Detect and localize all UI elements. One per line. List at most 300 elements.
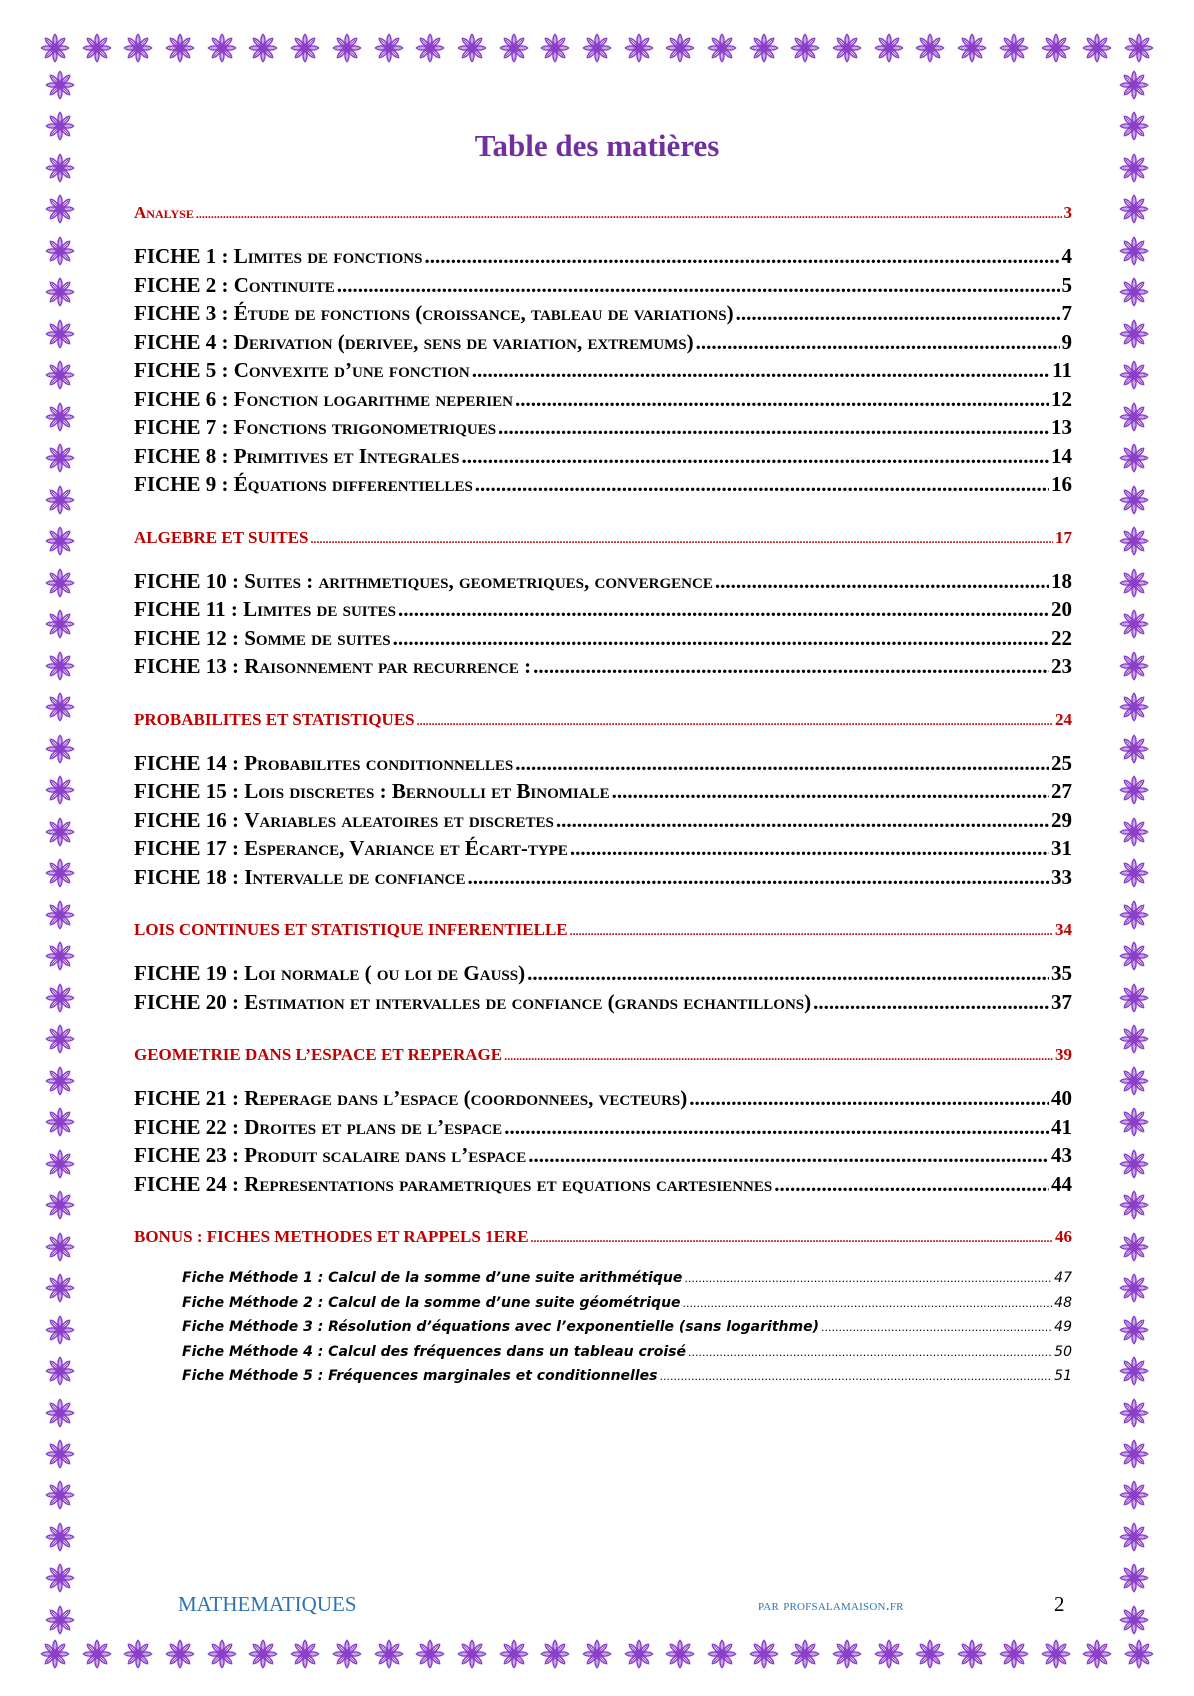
methode-page-number: 49 — [1054, 1319, 1072, 1336]
dot-leader — [461, 442, 1049, 471]
dot-leader — [196, 201, 1062, 227]
entry-title: Intervalle de confiance — [244, 864, 466, 889]
purple-flower-icon — [1119, 734, 1149, 764]
toc-entry[interactable] — [134, 595, 1072, 624]
toc-section-heading[interactable] — [134, 1042, 1072, 1068]
toc-section-heading[interactable] — [134, 1224, 1072, 1250]
entry-page-number: 4 — [1061, 244, 1072, 268]
entry-label — [134, 470, 473, 499]
purple-flower-icon — [1119, 1480, 1149, 1510]
toc-entry[interactable] — [134, 652, 1072, 681]
entry-label — [134, 242, 422, 271]
entry-label — [134, 959, 525, 988]
entry-page-number: 35 — [1051, 961, 1072, 985]
purple-flower-icon — [45, 526, 75, 556]
purple-flower-icon — [248, 1639, 278, 1669]
purple-flower-icon — [665, 33, 695, 63]
entry-label — [134, 988, 811, 1017]
border-left — [40, 70, 80, 1635]
purple-flower-icon — [457, 33, 487, 63]
purple-flower-icon — [1119, 70, 1149, 100]
purple-flower-icon — [499, 1639, 529, 1669]
purple-flower-icon — [832, 33, 862, 63]
entry-page-number: 37 — [1051, 989, 1072, 1014]
dot-leader — [498, 413, 1049, 442]
purple-flower-icon — [1119, 692, 1149, 722]
entry-page-number: 14 — [1051, 443, 1072, 468]
entry-label — [134, 385, 513, 414]
entry-label — [134, 652, 531, 681]
entry-page-number: 40 — [1051, 1086, 1072, 1110]
entry-page-number: 12 — [1051, 386, 1072, 411]
entry-page-number: 11 — [1052, 358, 1072, 382]
entry-page-number: 9 — [1061, 329, 1072, 354]
purple-flower-icon — [624, 1639, 654, 1669]
dot-leader — [337, 271, 1060, 300]
purple-flower-icon — [624, 33, 654, 63]
entry-label — [134, 1084, 687, 1113]
purple-flower-icon — [1119, 526, 1149, 556]
entry-number: FICHE 20 : — [134, 989, 245, 1014]
entry-label — [134, 299, 734, 328]
entry-title: Derivation (derivee, sens de variation, extremums) — [233, 329, 694, 354]
entry-page-number: 23 — [1051, 654, 1072, 678]
entry-number: FICHE 9 : — [134, 472, 234, 496]
toc-entry[interactable] — [134, 806, 1072, 835]
entry-title: Limites de suites — [243, 597, 396, 621]
purple-flower-icon — [1119, 941, 1149, 971]
purple-flower-icon — [415, 33, 445, 63]
entry-label — [134, 834, 568, 863]
purple-flower-icon — [45, 194, 75, 224]
entry-title: Loi normale ( ou loi de Gauss) — [244, 961, 526, 985]
dot-leader — [504, 1113, 1049, 1142]
entry-title: Étude de fonctions (croissance, tableau de variations) — [233, 301, 734, 325]
entry-label — [134, 595, 396, 624]
purple-flower-icon — [1119, 1605, 1149, 1635]
purple-flower-icon — [1119, 651, 1149, 681]
section-page-number: 24 — [1055, 709, 1072, 729]
entry-page-number: 20 — [1051, 597, 1072, 621]
purple-flower-icon — [457, 1639, 487, 1669]
purple-flower-icon — [45, 236, 75, 266]
toc-entry[interactable] — [134, 863, 1072, 892]
entry-label — [134, 271, 335, 300]
purple-flower-icon — [45, 817, 75, 847]
entry-label — [134, 567, 713, 596]
section-title: PROBABILITES ET STATISTIQUES — [134, 709, 415, 729]
dot-leader — [683, 1292, 1053, 1317]
dot-leader — [310, 526, 1053, 552]
entry-page-number: 41 — [1051, 1114, 1072, 1139]
section-page-number: 3 — [1063, 203, 1072, 222]
toc-entry[interactable] — [134, 413, 1072, 442]
entry-number: FICHE 8 : — [134, 443, 234, 468]
purple-flower-icon — [915, 1639, 945, 1669]
dot-leader — [393, 624, 1049, 653]
purple-flower-icon — [123, 33, 153, 63]
toc-section-heading[interactable] — [134, 200, 1072, 226]
dot-leader — [472, 356, 1050, 385]
dot-leader — [417, 708, 1053, 734]
entry-page-number: 13 — [1051, 415, 1072, 439]
entry-page-number: 18 — [1051, 568, 1072, 593]
entry-number: FICHE 19 : — [134, 961, 245, 985]
purple-flower-icon — [45, 443, 75, 473]
purple-flower-icon — [332, 33, 362, 63]
purple-flower-icon — [45, 1480, 75, 1510]
purple-flower-icon — [40, 33, 70, 63]
purple-flower-icon — [207, 33, 237, 63]
entry-label — [134, 863, 466, 892]
dot-leader — [688, 1341, 1052, 1366]
purple-flower-icon — [332, 1639, 362, 1669]
purple-flower-icon — [45, 1024, 75, 1054]
purple-flower-icon — [1119, 1439, 1149, 1469]
entry-number: FICHE 16 : — [134, 807, 245, 832]
entry-number: FICHE 23 : — [134, 1143, 245, 1167]
section-page-number: 17 — [1055, 527, 1072, 547]
purple-flower-icon — [45, 319, 75, 349]
dot-leader — [736, 299, 1060, 328]
entry-title: Suites : arithmetiques, geometriques, convergence — [244, 568, 713, 593]
purple-flower-icon — [45, 485, 75, 515]
border-right — [1114, 70, 1154, 1635]
purple-flower-icon — [1119, 1107, 1149, 1137]
dot-leader — [424, 242, 1059, 271]
purple-flower-icon — [790, 33, 820, 63]
purple-flower-icon — [790, 1639, 820, 1669]
toc-entry[interactable] — [134, 470, 1072, 499]
purple-flower-icon — [1119, 983, 1149, 1013]
entry-number: FICHE 13 : — [134, 654, 245, 678]
entry-page-number: 29 — [1051, 807, 1072, 832]
purple-flower-icon — [1119, 194, 1149, 224]
methode-title: Fiche Méthode 2 : Calcul de la somme d’une suite géométrique — [182, 1294, 681, 1311]
entry-number: FICHE 15 : — [134, 779, 245, 803]
purple-flower-icon — [749, 1639, 779, 1669]
entry-title: Raisonnement par recurrence : — [244, 654, 532, 678]
purple-flower-icon — [1082, 33, 1112, 63]
entry-label — [134, 442, 459, 471]
purple-flower-icon — [582, 1639, 612, 1669]
purple-flower-icon — [999, 1639, 1029, 1669]
entry-label — [134, 624, 391, 653]
entry-label — [134, 1170, 772, 1199]
purple-flower-icon — [45, 734, 75, 764]
purple-flower-icon — [1119, 1398, 1149, 1428]
purple-flower-icon — [45, 692, 75, 722]
dot-leader — [556, 806, 1049, 835]
purple-flower-icon — [45, 941, 75, 971]
entry-label — [134, 328, 694, 357]
table-of-contents — [134, 200, 1072, 1389]
entry-number: FICHE 6 : — [134, 386, 234, 411]
purple-flower-icon — [45, 277, 75, 307]
section-title: BONUS : FICHES METHODES ET RAPPELS 1ERE — [134, 1227, 529, 1246]
purple-flower-icon — [582, 33, 612, 63]
methode-title: Fiche Méthode 5 : Fréquences marginales et conditionnelles — [182, 1368, 658, 1385]
methode-page-number: 47 — [1054, 1270, 1072, 1286]
dot-leader — [659, 1365, 1052, 1390]
entry-title: Primitives et Integrales — [233, 443, 460, 468]
purple-flower-icon — [45, 1522, 75, 1552]
entry-title: Continuite — [233, 272, 335, 297]
entry-number: FICHE 21 : — [134, 1086, 245, 1110]
toc-methode-entry[interactable] — [182, 1291, 1072, 1316]
entry-title: Reperage dans l’espace (coordonnees, vecteurs) — [244, 1086, 688, 1110]
toc-entry[interactable] — [134, 988, 1072, 1017]
purple-flower-icon — [707, 1639, 737, 1669]
purple-flower-icon — [165, 1639, 195, 1669]
toc-entry[interactable] — [134, 356, 1072, 385]
purple-flower-icon — [1119, 817, 1149, 847]
dot-leader — [813, 988, 1049, 1017]
entry-number: FICHE 22 : — [134, 1114, 245, 1139]
purple-flower-icon — [1119, 360, 1149, 390]
purple-flower-icon — [749, 33, 779, 63]
dot-leader — [689, 1084, 1049, 1113]
methode-page-number: 50 — [1054, 1343, 1072, 1360]
toc-entry[interactable] — [134, 385, 1072, 414]
toc-entry[interactable] — [134, 1084, 1072, 1113]
purple-flower-icon — [207, 1639, 237, 1669]
footer-subject: MATHEMATIQUES — [178, 1592, 357, 1616]
purple-flower-icon — [1124, 1639, 1154, 1669]
section-page-number: 39 — [1055, 1045, 1072, 1064]
purple-flower-icon — [1119, 1522, 1149, 1552]
entry-number: FICHE 7 : — [134, 415, 234, 439]
purple-flower-icon — [915, 33, 945, 63]
toc-methode-entry[interactable] — [182, 1364, 1072, 1389]
methode-page-number: 51 — [1054, 1368, 1072, 1385]
toc-entry[interactable] — [134, 299, 1072, 328]
purple-flower-icon — [45, 1356, 75, 1386]
purple-flower-icon — [874, 33, 904, 63]
purple-flower-icon — [1119, 402, 1149, 432]
dot-leader — [684, 1267, 1052, 1292]
dot-leader — [515, 749, 1049, 778]
entry-title: Somme de suites — [244, 625, 391, 650]
toc-entry[interactable] — [134, 624, 1072, 653]
purple-flower-icon — [1119, 1066, 1149, 1096]
purple-flower-icon — [1119, 1273, 1149, 1303]
purple-flower-icon — [45, 1107, 75, 1137]
dot-leader — [533, 652, 1049, 681]
entry-number: FICHE 17 : — [134, 836, 245, 860]
purple-flower-icon — [45, 1273, 75, 1303]
toc-entry[interactable] — [134, 242, 1072, 271]
purple-flower-icon — [1119, 1190, 1149, 1220]
purple-flower-icon — [45, 1149, 75, 1179]
entry-label — [134, 1141, 526, 1170]
entry-label — [134, 356, 470, 385]
section-title: Analyse — [134, 203, 194, 222]
dot-leader — [398, 595, 1049, 624]
page-title: Table des matières — [474, 128, 720, 163]
entry-page-number: 22 — [1051, 625, 1072, 650]
entry-title: Variables aleatoires et discretes — [244, 807, 554, 832]
purple-flower-icon — [45, 1563, 75, 1593]
entry-title: Fonctions trigonometriques — [233, 415, 497, 439]
dot-leader — [515, 385, 1049, 414]
dot-leader — [696, 328, 1060, 357]
purple-flower-icon — [1119, 568, 1149, 598]
entry-title: Convexite d’une fonction — [233, 358, 470, 382]
purple-flower-icon — [1119, 900, 1149, 930]
dot-leader — [504, 1043, 1053, 1069]
entry-page-number: 25 — [1051, 750, 1072, 775]
purple-flower-icon — [707, 33, 737, 63]
dot-leader — [570, 918, 1053, 944]
purple-flower-icon — [1041, 33, 1071, 63]
section-title: LOIS CONTINUES ET STATISTIQUE INFERENTIELLE — [134, 920, 568, 939]
purple-flower-icon — [415, 1639, 445, 1669]
purple-flower-icon — [1119, 319, 1149, 349]
purple-flower-icon — [248, 33, 278, 63]
entry-number: FICHE 4 : — [134, 329, 234, 354]
section-title: ALGEBRE ET SUITES — [134, 527, 309, 547]
entry-title: Representations parametriques et equations cartesiennes — [244, 1171, 773, 1196]
entry-number: FICHE 14 : — [134, 750, 245, 775]
entry-number: FICHE 12 : — [134, 625, 245, 650]
purple-flower-icon — [82, 1639, 112, 1669]
purple-flower-icon — [540, 1639, 570, 1669]
toc-section-heading[interactable] — [134, 525, 1072, 551]
entry-page-number: 44 — [1051, 1171, 1072, 1196]
entry-title: Produit scalaire dans l’espace — [244, 1143, 527, 1167]
toc-methode-entry[interactable] — [182, 1266, 1072, 1291]
toc-entry[interactable] — [134, 1113, 1072, 1142]
methode-title: Fiche Méthode 4 : Calcul des fréquences dans un tableau croisé — [182, 1343, 686, 1360]
section-title: GEOMETRIE DANS L’ESPACE ET REPERAGE — [134, 1045, 503, 1064]
methode-title: Fiche Méthode 1 : Calcul de la somme d’une suite arithmétique — [182, 1270, 683, 1286]
entry-label — [134, 749, 513, 778]
purple-flower-icon — [1119, 1232, 1149, 1262]
dot-leader — [528, 1141, 1049, 1170]
toc-methode-entry[interactable] — [182, 1315, 1072, 1340]
entry-title: Esperance, Variance et Écart-type — [244, 836, 568, 860]
toc-section-heading[interactable] — [134, 917, 1072, 943]
purple-flower-icon — [1119, 236, 1149, 266]
purple-flower-icon — [45, 983, 75, 1013]
purple-flower-icon — [665, 1639, 695, 1669]
toc-entry[interactable] — [134, 749, 1072, 778]
toc-entry[interactable] — [134, 959, 1072, 988]
dot-leader — [527, 959, 1049, 988]
purple-flower-icon — [1119, 609, 1149, 639]
entry-title: Probabilites conditionnelles — [244, 750, 514, 775]
entry-number: FICHE 11 : — [134, 597, 244, 621]
entry-page-number: 5 — [1061, 272, 1072, 297]
entry-number: FICHE 18 : — [134, 864, 245, 889]
purple-flower-icon — [1119, 1149, 1149, 1179]
purple-flower-icon — [1119, 1563, 1149, 1593]
entry-label — [134, 777, 610, 806]
purple-flower-icon — [45, 360, 75, 390]
purple-flower-icon — [45, 568, 75, 598]
purple-flower-icon — [45, 1605, 75, 1635]
entry-label — [134, 413, 496, 442]
purple-flower-icon — [45, 70, 75, 100]
purple-flower-icon — [45, 775, 75, 805]
methode-title: Fiche Méthode 3 : Résolution d’équations avec l’exponentielle (sans logarithme) — [182, 1319, 819, 1336]
toc-entry[interactable] — [134, 442, 1072, 471]
toc-entry[interactable] — [134, 834, 1072, 863]
toc-methode-entry[interactable] — [182, 1340, 1072, 1365]
purple-flower-icon — [290, 33, 320, 63]
purple-flower-icon — [957, 33, 987, 63]
purple-flower-icon — [1119, 1315, 1149, 1345]
toc-entry[interactable] — [134, 777, 1072, 806]
entry-title: Fonction logarithme neperien — [233, 386, 513, 411]
toc-entry[interactable] — [134, 1141, 1072, 1170]
section-page-number: 34 — [1055, 920, 1072, 939]
entry-number: FICHE 5 : — [134, 358, 234, 382]
purple-flower-icon — [1119, 775, 1149, 805]
purple-flower-icon — [374, 33, 404, 63]
dot-leader — [715, 567, 1049, 596]
purple-flower-icon — [1124, 33, 1154, 63]
toc-entry[interactable] — [134, 271, 1072, 300]
entry-page-number: 7 — [1061, 301, 1072, 325]
section-page-number: 46 — [1055, 1227, 1072, 1246]
purple-flower-icon — [1119, 485, 1149, 515]
entry-page-number: 31 — [1051, 836, 1072, 860]
methode-page-number: 48 — [1054, 1294, 1072, 1311]
purple-flower-icon — [45, 651, 75, 681]
purple-flower-icon — [1041, 1639, 1071, 1669]
purple-flower-icon — [1082, 1639, 1112, 1669]
entry-title: Droites et plans de l’espace — [244, 1114, 503, 1139]
toc-entry[interactable] — [134, 1170, 1072, 1199]
purple-flower-icon — [40, 1639, 70, 1669]
toc-entry[interactable] — [134, 328, 1072, 357]
page-number: 2 — [1054, 1592, 1065, 1616]
entry-label — [134, 806, 554, 835]
dot-leader — [821, 1316, 1052, 1341]
purple-flower-icon — [499, 33, 529, 63]
purple-flower-icon — [45, 609, 75, 639]
entry-label — [134, 1113, 502, 1142]
entry-page-number: 16 — [1051, 472, 1072, 496]
toc-section-heading[interactable] — [134, 707, 1072, 733]
purple-flower-icon — [45, 402, 75, 432]
purple-flower-icon — [290, 1639, 320, 1669]
purple-flower-icon — [999, 33, 1029, 63]
entry-title: Limites de fonctions — [233, 244, 423, 268]
purple-flower-icon — [1119, 858, 1149, 888]
footer-site: par profsalamaison.fr — [758, 1597, 904, 1614]
purple-flower-icon — [1119, 1356, 1149, 1386]
purple-flower-icon — [45, 1232, 75, 1262]
purple-flower-icon — [957, 1639, 987, 1669]
border-bottom — [40, 1634, 1154, 1674]
purple-flower-icon — [374, 1639, 404, 1669]
purple-flower-icon — [832, 1639, 862, 1669]
entry-page-number: 33 — [1051, 864, 1072, 889]
toc-entry[interactable] — [134, 567, 1072, 596]
entry-number: FICHE 10 : — [134, 568, 245, 593]
purple-flower-icon — [45, 1398, 75, 1428]
purple-flower-icon — [874, 1639, 904, 1669]
purple-flower-icon — [82, 33, 112, 63]
entry-number: FICHE 2 : — [134, 272, 234, 297]
purple-flower-icon — [45, 1439, 75, 1469]
purple-flower-icon — [1119, 1024, 1149, 1054]
dot-leader — [570, 834, 1049, 863]
purple-flower-icon — [45, 1066, 75, 1096]
